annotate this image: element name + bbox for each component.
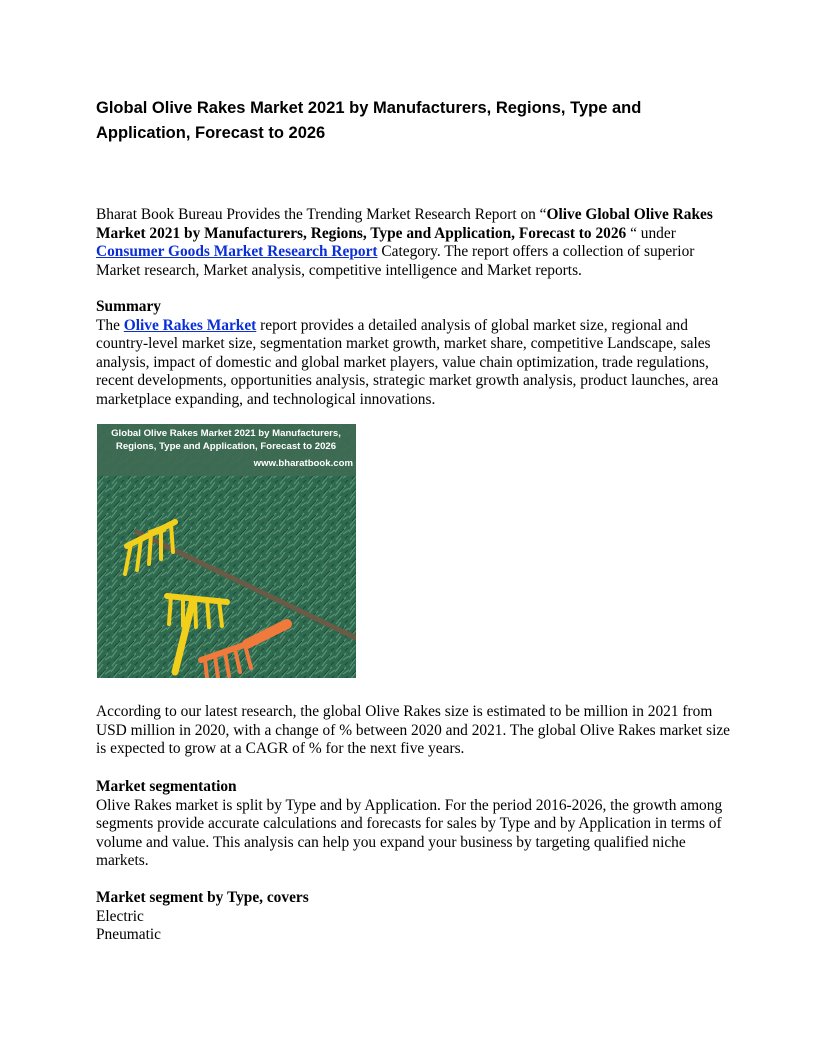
summary-text-before: The — [96, 316, 124, 334]
research-paragraph: According to our latest research, the global Olive Rakes size is estimated to be million in 2021 from USD million in 2020, with a change of % between 2020 and 2021. The global Olive Rakes market size is expected to grow at a CAGR of % for the next five years. — [96, 703, 731, 757]
document-title: Global Olive Rakes Market 2021 by Manufacturers, Regions, Type and Application, Forecast to 2026 — [96, 99, 642, 142]
summary-heading: Summary — [96, 298, 161, 315]
intro-paragraph — [96, 206, 736, 280]
intro-text-after: Category. The report offers a collection of superior Market research, Market analysis, competitive intelligence and Market reports. — [96, 243, 695, 279]
olive-rakes-illustration — [97, 424, 356, 678]
report-cover-image — [97, 424, 356, 678]
segment-type-section — [96, 889, 736, 945]
segmentation-section — [96, 778, 736, 871]
consumer-goods-report-link[interactable]: Consumer Goods Market Research Report — [96, 243, 378, 260]
segment-type-heading: Market segment by Type, covers — [96, 889, 309, 906]
intro-report-title: Olive Global Olive Rakes Market 2021 by Manufacturers, Regions, Type and Application, Forecast to 2026 — [96, 206, 713, 242]
segmentation-text: Olive Rakes market is split by Type and by Application. For the period 2016-2026, the growth among segments provide accurate calculations and forecasts for sales by Type and by Application in terms of volume and value. This analysis can help you expand your business by targeting qualified niche markets. — [96, 796, 723, 869]
banner-line-2: Regions, Type and Application, Forecast to 2026 — [115, 441, 337, 452]
olive-rakes-market-link[interactable]: Olive Rakes Market — [123, 316, 257, 334]
summary-section — [96, 298, 736, 409]
banner-line-1: Global Olive Rakes Market 2021 by Manufacturers, — [111, 428, 341, 439]
segment-type-item: Pneumatic — [96, 926, 161, 943]
segment-type-item: Electric — [96, 907, 144, 925]
summary-text-after: report provides a detailed analysis of global market size, regional and country-level market size, segmentation market growth, market share, competitive Landscape, sales analysis, impact of domestic and global market players, value chain optimization, trade regulations, recent developments, opportunities analysis, strategic market growth analysis, product launches, area marketplace expanding, and technological innovations. — [96, 316, 719, 408]
intro-text-before: Bharat Book Bureau Provides the Trending Market Research Report on “ — [96, 206, 547, 223]
intro-text-mid: “ under — [626, 224, 676, 242]
segmentation-heading: Market segmentation — [96, 778, 237, 795]
banner-url: www.bharatbook.com — [253, 458, 353, 469]
